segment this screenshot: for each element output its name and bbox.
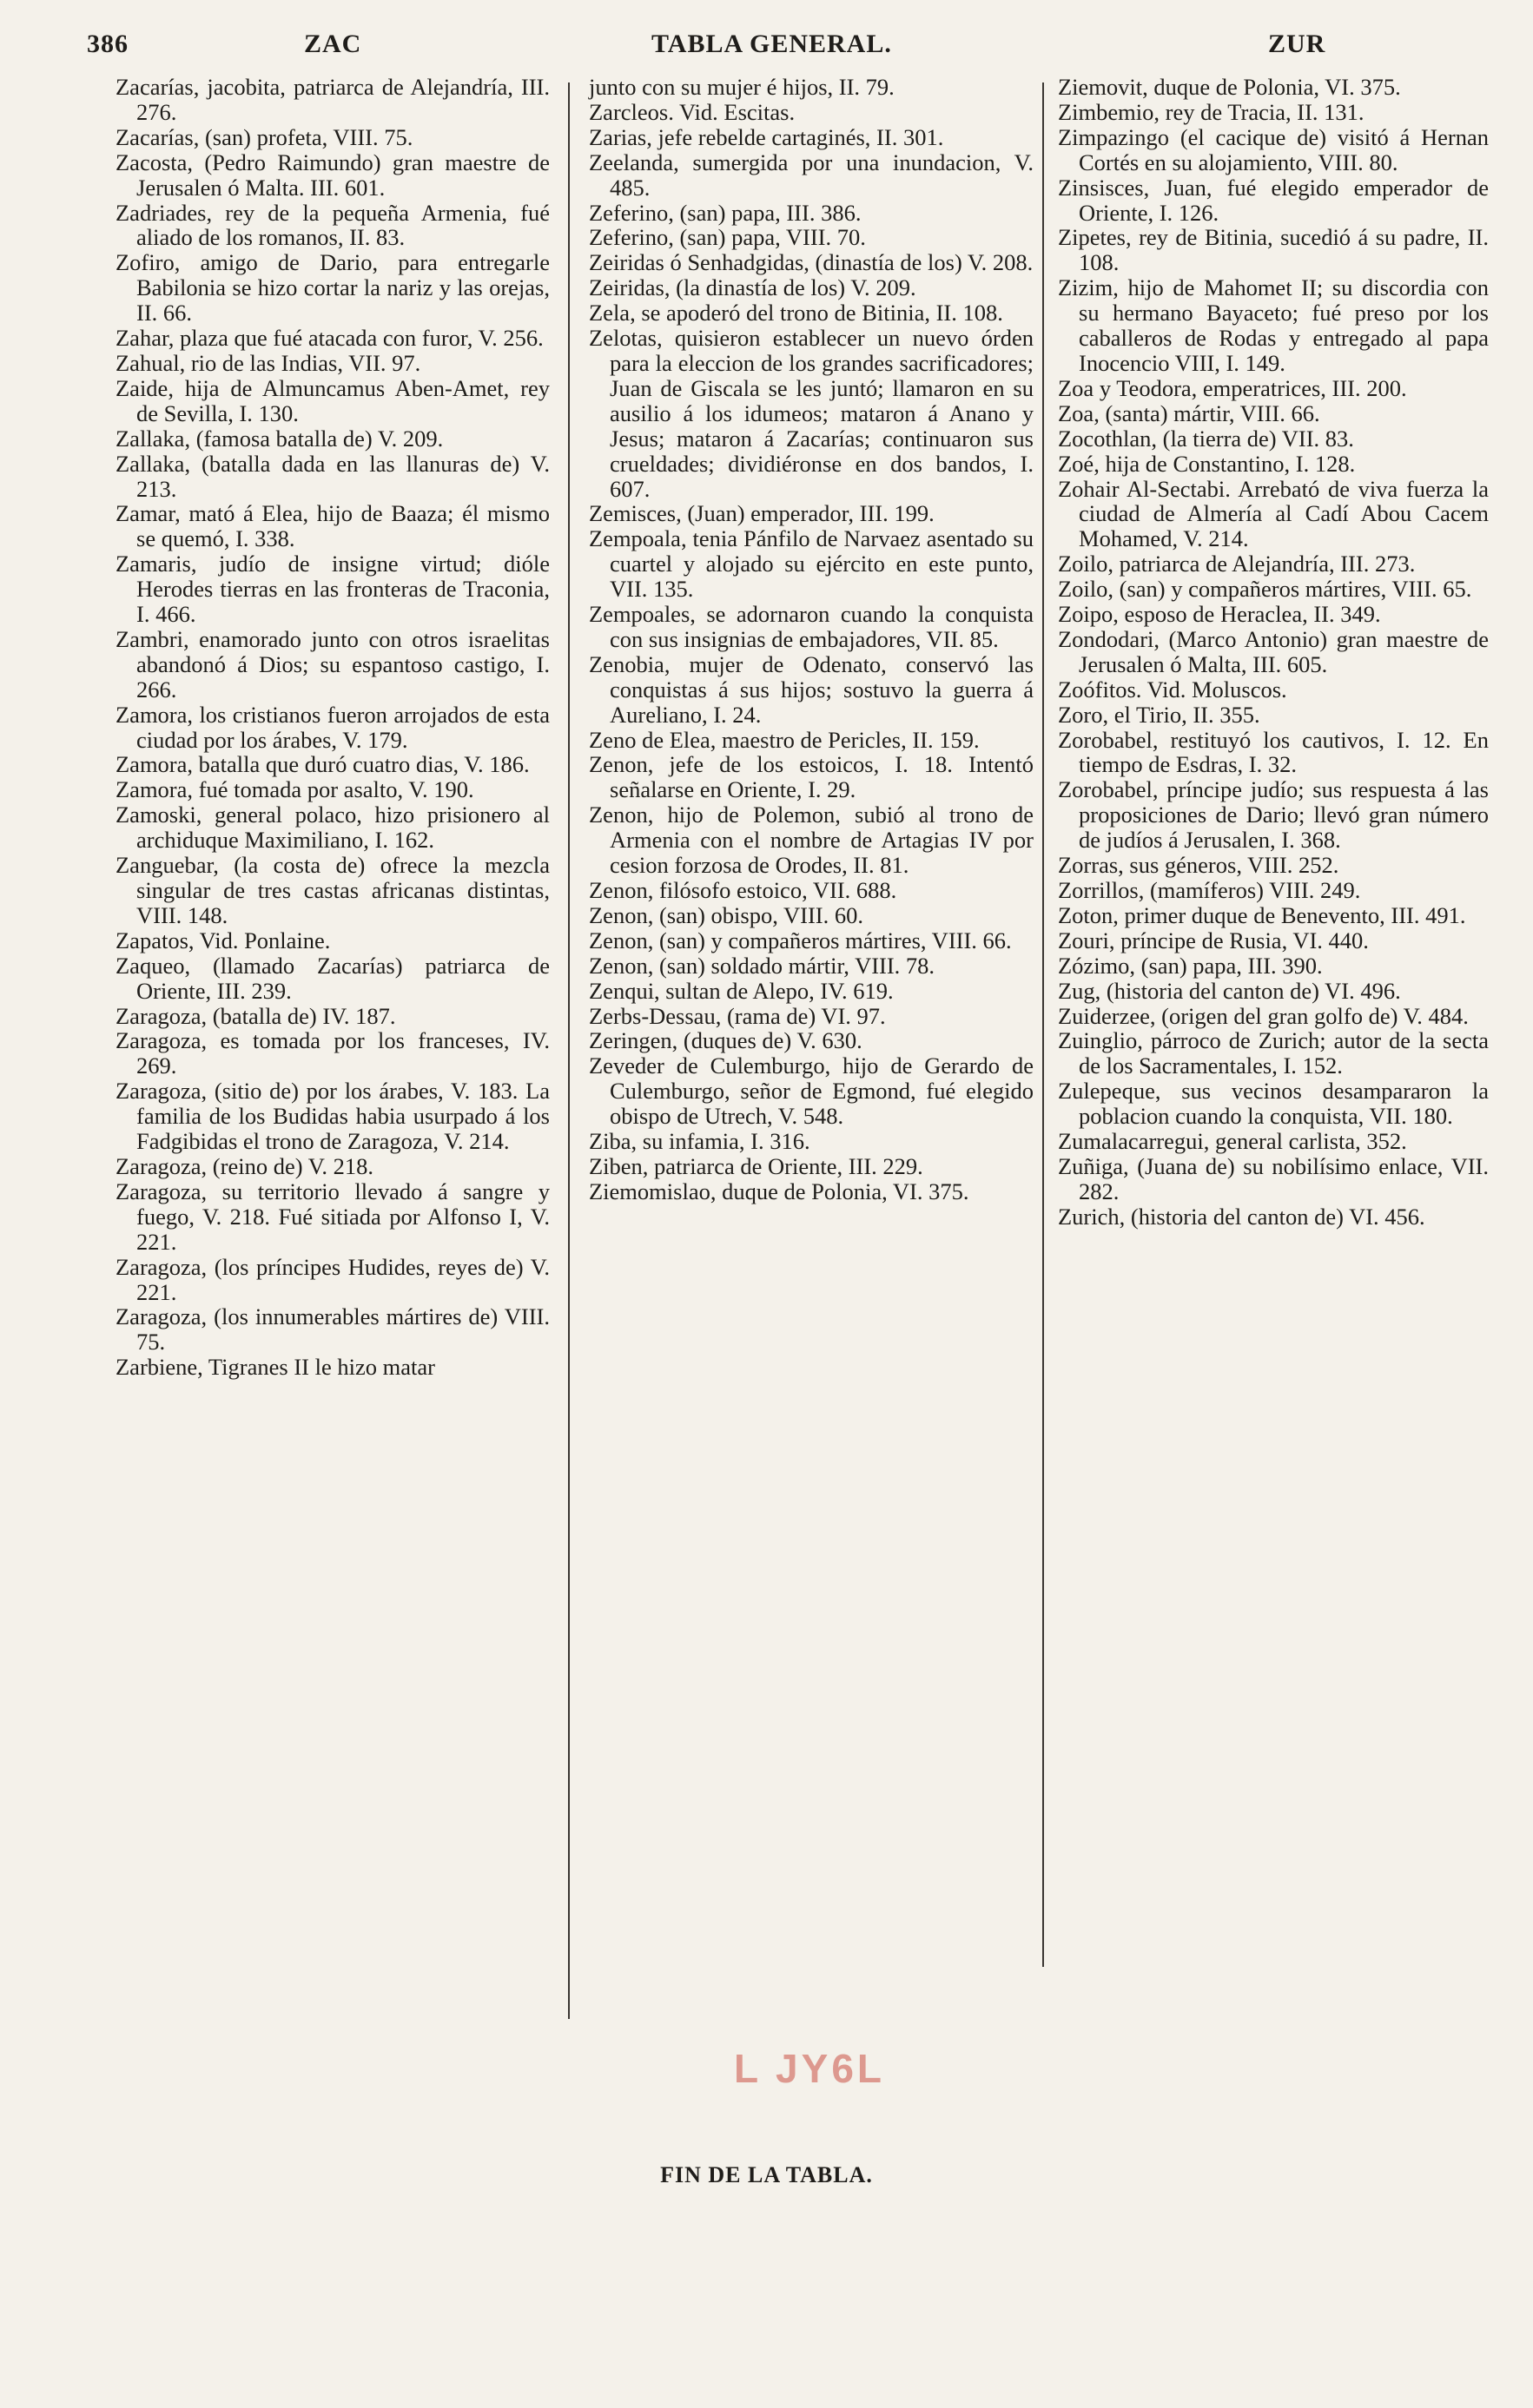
index-entry: Zipetes, rey de Bitinia, sucedió á su padre, II. 108. (1058, 224, 1489, 276)
index-entry: Zadriades, rey de la pequeña Armenia, fué aliado de los romanos, II. 83. (116, 199, 550, 251)
index-entry: Zapatos, Vid. Ponlaine. (116, 927, 331, 953)
index-entry: Zaqueo, (llamado Zacarías) patriarca de Oriente, III. 239. (116, 952, 550, 1004)
header-left-keyword: ZAC (304, 30, 362, 58)
index-entry: Zorrillos, (mamíferos) VIII. 249. (1058, 877, 1361, 903)
index-entry: Ziba, su infamia, I. 316. (589, 1128, 810, 1155)
index-entry: Zemisces, (Juan) emperador, III. 199. (589, 500, 935, 527)
index-entry: Zerbs-Dessau, (rama de) VI. 97. (589, 1002, 886, 1029)
index-entry: Zeferino, (san) papa, VIII. 70. (589, 224, 866, 251)
index-entry: Zamar, mató á Elea, hijo de Baaza; él mismo se quemó, I. 338. (116, 500, 550, 552)
index-entry: Ziemovit, duque de Polonia, VI. 375. (1058, 74, 1401, 100)
index-entry: Zohair Al-Sectabi. Arrebató de viva fuerza la ciudad de Almería al Cadí Abou Cacem Mohamed, V. 214. (1058, 475, 1489, 552)
page-number: 386 (87, 30, 129, 58)
index-entry: Zinsisces, Juan, fué elegido emperador de Oriente, I. 126. (1058, 174, 1489, 226)
column-divider (1042, 82, 1044, 1967)
index-entry: Zallaka, (batalla dada en las llanuras de) V. 213. (116, 450, 550, 502)
index-entry: Zizim, hijo de Mahomet II; su discordia con su hermano Bayaceto; fué preso por los caballeros de Rodas y entregado al papa Inocencio VIII, I. 149. (1058, 274, 1489, 376)
index-entry: Zahar, plaza que fué atacada con furor, V. 256. (116, 325, 544, 352)
index-entry: Zelotas, quisieron establecer un nuevo órden para la eleccion de los grandes sacrificadores; Juan de Giscala se les juntó; llamaron en su ausilio á los idumeos; mataron á Anano y Jesus; mataron á Zacarías; continuaron sus crueldades; dividiéronse en dos bandos, I. 607. (589, 325, 1034, 502)
index-entry: Zaragoza, su territorio llevado á sangre y fuego, V. 218. Fué sitiada por Alfonso I, V. 221. (116, 1178, 550, 1255)
index-entry: Zenon, jefe de los estoicos, I. 18. Intentó señalarse en Oriente, I. 29. (589, 751, 1034, 803)
index-entry: Zoa, (santa) mártir, VIII. 66. (1058, 399, 1320, 426)
index-entry: Zeferino, (san) papa, III. 386. (589, 199, 862, 226)
index-entry: Zambri, enamorado junto con otros israelitas abandonó á Dios; su espantoso castigo, I. 266. (116, 625, 550, 703)
index-entry: Zuiderzee, (origen del gran golfo de) V. 484. (1058, 1002, 1469, 1029)
index-entry: Zocothlan, (la tierra de) VII. 83. (1058, 425, 1354, 452)
index-entry: Zahual, rio de las Indias, VII. 97. (116, 349, 421, 376)
index-entry: Zeno de Elea, maestro de Pericles, II. 159. (589, 726, 980, 753)
index-entry: Zamora, los cristianos fueron arrojados de esta ciudad por los árabes, V. 179. (116, 701, 550, 753)
index-entry: Zeelanda, sumergida por una inundacion, V. 485. (589, 148, 1034, 201)
index-entry: Zorras, sus géneros, VIII. 252. (1058, 852, 1339, 879)
index-entry: Zallaka, (famosa batalla de) V. 209. (116, 425, 444, 452)
index-entry: Zanguebar, (la costa de) ofrece la mezcla singular de tres castas africanas distintas, VIII. 148. (116, 852, 550, 928)
index-entry: Zaragoza, (los príncipes Hudides, reyes de) V. 221. (116, 1253, 550, 1305)
index-entry: Zoro, el Tirio, II. 355. (1058, 701, 1260, 728)
index-entry: Zoé, hija de Constantino, I. 128. (1058, 450, 1356, 477)
index-entry: Zenon, (san) obispo, VIII. 60. (589, 901, 863, 928)
index-entry: Zarias, jefe rebelde cartaginés, II. 301. (589, 123, 944, 150)
index-entry: Zeveder de Culemburgo, hijo de Gerardo de Culemburgo, señor de Egmond, fué elegido obispo de Utrech, V. 548. (589, 1052, 1034, 1130)
index-entry: Zeringen, (duques de) V. 630. (589, 1027, 862, 1054)
index-entry: Zorobabel, restituyó los cautivos, I. 12. En tiempo de Esdras, I. 32. (1058, 726, 1489, 778)
index-entry: Zenon, (san) soldado mártir, VIII. 78. (589, 952, 935, 979)
index-entry: Zug, (historia del canton de) VI. 496. (1058, 977, 1401, 1004)
index-entry: Ziemomislao, duque de Polonia, VI. 375. (589, 1178, 969, 1204)
index-column-middle (589, 75, 1034, 1204)
index-entry: Zarcleos. Vid. Escitas. (589, 98, 796, 125)
index-entry: Zoilo, patriarca de Alejandría, III. 273. (1058, 551, 1416, 577)
index-entry: Zaragoza, (sitio de) por los árabes, V. 183. La familia de los Budidas habia usurpado á los Fadgibidas el trono de Zaragoza, V. 214. (116, 1078, 550, 1155)
page-header (87, 23, 1442, 66)
index-entry: Zaragoza, (batalla de) IV. 187. (116, 1002, 396, 1029)
index-entry: Zamaris, judío de insigne virtud; dióle Herodes tierras en las fronteras de Traconia, I. 466. (116, 551, 550, 628)
index-entry: Zaragoza, (reino de) V. 218. (116, 1152, 374, 1179)
index-entry: Zeiridas, (la dinastía de los) V. 209. (589, 274, 916, 301)
index-entry: Zaragoza, (los innumerables mártires de) VIII. 75. (116, 1303, 550, 1356)
index-entry: Zorobabel, príncipe judío; sus respuesta á las proposiciones de Dario; llevó gran número de judíos á Jerusalen, I. 368. (1058, 776, 1489, 854)
index-entry: Zela, se apoderó del trono de Bitinia, II. 108. (589, 300, 1003, 327)
index-column-right (1058, 75, 1489, 1230)
index-entry: Zoipo, esposo de Heraclea, II. 349. (1058, 601, 1381, 628)
index-entry: Zarbiene, Tigranes II le hizo matar (116, 1354, 435, 1381)
index-entry: Zuñiga, (Juana de) su nobilísimo enlace, VII. 282. (1058, 1152, 1489, 1204)
header-right-keyword: ZUR (1268, 30, 1326, 58)
index-entry: Zouri, príncipe de Rusia, VI. 440. (1058, 927, 1369, 953)
index-entry: Zamora, fué tomada por asalto, V. 190. (116, 776, 474, 803)
index-entry: Zimpazingo (el cacique de) visitó á Hernan Cortés en su alojamiento, VIII. 80. (1058, 123, 1489, 175)
index-entry: Zofiro, amigo de Dario, para entregarle Babilonia se hizo cortar la nariz y las orejas, II. 66. (116, 249, 550, 327)
index-entry: Zamora, batalla que duró cuatro dias, V. 186. (116, 751, 530, 778)
index-entry: junto con su mujer é hijos, II. 79. (589, 74, 895, 100)
index-entry: Zeiridas ó Senhadgidas, (dinastía de los) V. 208. (589, 249, 1034, 276)
index-entry: Zuinglio, párroco de Zurich; autor de la secta de los Sacramentales, I. 152. (1058, 1027, 1489, 1079)
index-entry: Zoton, primer duque de Benevento, III. 491. (1058, 901, 1466, 928)
index-entry: Zoilo, (san) y compañeros mártires, VIII. 65. (1058, 576, 1472, 603)
index-entry: Zenon, filósofo estoico, VII. 688. (589, 877, 897, 903)
header-title: TABLA GENERAL. (651, 30, 892, 58)
index-entry: Zamoski, general polaco, hizo prisionero al archiduque Maximiliano, I. 162. (116, 802, 550, 854)
index-entry: Zoa y Teodora, emperatrices, III. 200. (1058, 374, 1407, 401)
index-entry: Ziben, patriarca de Oriente, III. 229. (589, 1152, 923, 1179)
index-entry: Zenon, hijo de Polemon, subió al trono de Armenia con el nombre de Artagias IV por cesion forzosa de Orodes, II. 81. (589, 802, 1034, 879)
index-entry: Zulepeque, sus vecinos desampararon la poblacion cuando la conquista, VII. 180. (1058, 1078, 1489, 1130)
index-entry: Zaide, hija de Almuncamus Aben-Amet, rey de Sevilla, I. 130. (116, 374, 550, 426)
index-entry: Zempoales, se adornaron cuando la conquista con sus insignias de embajadores, VII. 85. (589, 601, 1034, 652)
index-entry: Zumalacarregui, general carlista, 352. (1058, 1128, 1407, 1155)
index-entry: Zenqui, sultan de Alepo, IV. 619. (589, 977, 894, 1004)
index-entry: Zurich, (historia del canton de) VI. 456. (1058, 1203, 1425, 1230)
index-entry: Zózimo, (san) papa, III. 390. (1058, 952, 1323, 979)
index-entry: Zacarías, (san) profeta, VIII. 75. (116, 123, 413, 150)
column-divider (568, 82, 570, 2019)
index-entry: Zenon, (san) y compañeros mártires, VIII. 66. (589, 927, 1012, 953)
end-of-table-footer: FIN DE LA TABLA. (660, 2162, 873, 2187)
index-entry: Zenobia, mujer de Odenato, conservó las conquistas á sus hijos; sostuvo la guerra á Aureliano, I. 24. (589, 650, 1034, 728)
index-entry: Zimbemio, rey de Tracia, II. 131. (1058, 98, 1365, 125)
index-column-left (116, 75, 550, 1380)
index-entry: Zoófitos. Vid. Moluscos. (1058, 676, 1287, 703)
index-entry: Zempoala, tenia Pánfilo de Narvaez asentado su cuartel y alojado su ejército en este punto, VII. 135. (589, 525, 1034, 603)
index-entry: Zaragoza, es tomada por los franceses, IV. 269. (116, 1027, 550, 1079)
index-entry: Zacosta, (Pedro Raimundo) gran maestre de Jerusalen ó Malta. III. 601. (116, 148, 550, 201)
index-entry: Zondodari, (Marco Antonio) gran maestre de Jerusalen ó Malta, III. 605. (1058, 625, 1489, 677)
index-entry: Zacarías, jacobita, patriarca de Alejandría, III. 276. (116, 74, 550, 125)
library-stamp: L JY6L (734, 2046, 885, 2091)
